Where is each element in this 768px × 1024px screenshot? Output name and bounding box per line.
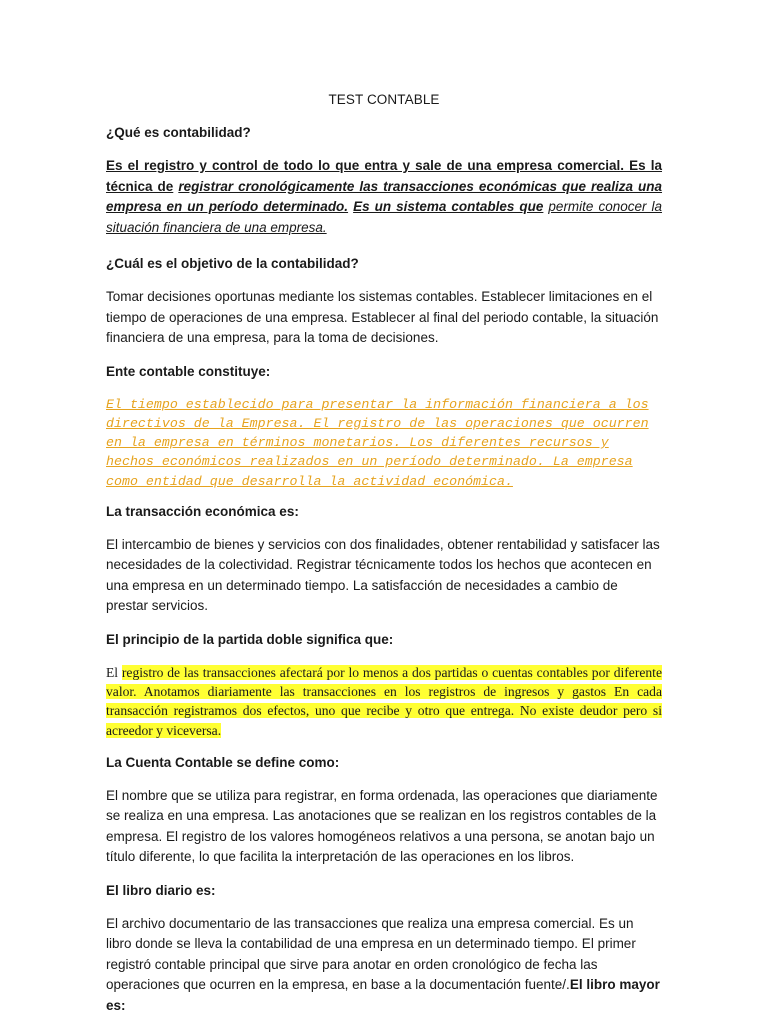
answer-libro-diario [106,914,662,1017]
answer-part-bold: Es el registro y control de todo lo que entra y sale de una empresa comercial. Es la técnica de [106,158,662,194]
question-libro-mayor: El libro mayor es: [106,977,660,1013]
answer-transaccion: El intercambio de bienes y servicios con dos finalidades, obtener rentabilidad y satisfacer las necesidades de la colectividad. Registrar técnicamente todos los hechos que acontecen en una empresa en un determinado tiempo. La satisfacción de necesidades a cambio de prestar servicios. [106,536,660,614]
answer-ente-contable-text: El tiempo establecido para presentar la información financiera a los directivos de la Empresa. El registro de las operaciones que ocurren en la empresa en términos monetarios. Los diferentes recursos y hechos económicos realizados en un período determinado. La empresa como entidad que desarrolla la actividad económica. [106,396,649,489]
answer-objetivo: Tomar decisiones oportunas mediante los sistemas contables. Establecer limitaciones en el tiempo de operaciones de una empresa. Establecer al final del periodo contable, la situación financiera de una empresa, para la toma de decisiones. [106,289,659,345]
question-libro-diario: El libro diario es: [106,882,216,898]
answer-part-bold-italic: registrar cronológicamente las transacciones económicas que realiza una empresa en un período determinado. [106,178,663,214]
answer-ente-contable [106,395,662,491]
answer-libro-diario-text: El archivo documentario de las transacciones que realiza una empresa comercial. Es un libro donde se lleva la contabilidad de una empresa en un determinado tiempo. El primer registró contable principal que sirve para anotar en orden cronológico de fecha las operaciones que ocurren en la empresa, en base a la documentación fuente/. [106,915,636,993]
answer-part-bold-italic-2: Es un sistema contables que [353,199,544,214]
question-contabilidad: ¿Qué es contabilidad? [106,125,251,140]
answer-cuenta-contable: El nombre que se utiliza para registrar, en forma ordenada, las operaciones que diariamente se realiza en una empresa. Las anotaciones que se realizan en los registros contables de la empresa. El registro de los valores homogéneos relativos a una persona, se anotan bajo un título diferente, lo que facilita la interpretación de las operaciones en los libros. [106,787,658,865]
question-cuenta-contable: La Cuenta Contable se define como: [106,754,340,770]
document-title: TEST CONTABLE [328,92,440,107]
question-partida-doble: El principio de la partida doble significa que: [106,631,394,647]
question-ente-contable: Ente contable constituye: [106,363,271,379]
question-transaccion: La transacción económica es: [106,503,299,519]
question-objetivo: ¿Cuál es el objetivo de la contabilidad? [106,256,359,271]
highlighted-answer: registro de las transacciones afectará por lo menos a dos partidas o cuentas contables por diferente valor. Anotamos diariamente las transacciones en los registros de ingresos y gastos En cada transacción registramos dos efectos, uno que recibe y otro que entrega. No existe deudor pero si acreedor y viceversa. [106,664,662,738]
answer-prefix: El [106,664,119,680]
answer-contabilidad [106,156,662,238]
answer-partida-doble [106,663,662,740]
answer-part-italic: permite conocer la situación financiera de una empresa. [106,199,662,235]
